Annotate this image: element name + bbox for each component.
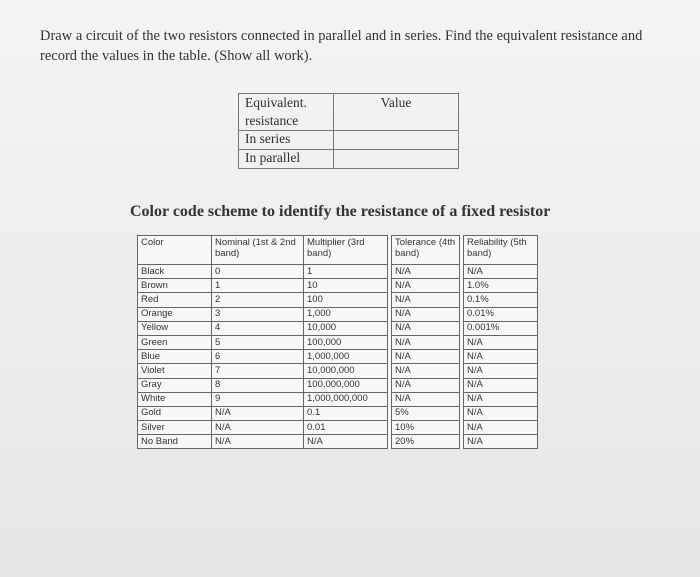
color-name-cell: Silver [138, 421, 212, 435]
header-reliability: Reliability (5th band) [464, 236, 538, 265]
multiplier-cell: 10 [304, 279, 388, 293]
header-multiplier: Multiplier (3rd band) [304, 236, 388, 265]
eq-table-header-row [239, 94, 459, 131]
table-row [138, 307, 538, 321]
tolerance-cell: N/A [392, 364, 460, 378]
nominal-cell: N/A [212, 406, 304, 420]
nominal-cell: N/A [212, 421, 304, 435]
multiplier-cell: 10,000 [304, 321, 388, 335]
color-name-cell: Black [138, 265, 212, 279]
tolerance-cell: N/A [392, 350, 460, 364]
header-color: Color [138, 236, 212, 265]
color-code-table [137, 235, 538, 449]
table-row [138, 364, 538, 378]
nominal-cell: 3 [212, 307, 304, 321]
color-name-cell: Green [138, 335, 212, 349]
multiplier-cell: 1 [304, 265, 388, 279]
reliability-cell: N/A [464, 265, 538, 279]
multiplier-cell: N/A [304, 435, 388, 449]
reliability-cell: 0.1% [464, 293, 538, 307]
tolerance-cell: N/A [392, 392, 460, 406]
table-row [138, 321, 538, 335]
instructions-text: Draw a circuit of the two resistors connected in parallel and in series. Find the equivalent resistance and record the values in the table. (Show all work). [40, 28, 643, 64]
tolerance-cell: N/A [392, 279, 460, 293]
reliability-cell: N/A [464, 335, 538, 349]
color-name-cell: White [138, 392, 212, 406]
color-name-cell: Brown [138, 279, 212, 293]
nominal-cell: 1 [212, 279, 304, 293]
reliability-cell: N/A [464, 378, 538, 392]
multiplier-cell: 0.1 [304, 406, 388, 420]
color-name-cell: Gold [138, 406, 212, 420]
nominal-cell: 0 [212, 265, 304, 279]
eq-row-series [239, 131, 459, 150]
multiplier-cell: 1,000,000 [304, 350, 388, 364]
reliability-cell: 1.0% [464, 279, 538, 293]
table-row [138, 279, 538, 293]
nominal-cell: 5 [212, 335, 304, 349]
multiplier-cell: 100 [304, 293, 388, 307]
multiplier-cell: 0.01 [304, 421, 388, 435]
reliability-cell: N/A [464, 406, 538, 420]
multiplier-cell: 10,000,000 [304, 364, 388, 378]
color-name-cell: Violet [138, 364, 212, 378]
tolerance-cell: N/A [392, 293, 460, 307]
multiplier-cell: 100,000,000 [304, 378, 388, 392]
table-row [138, 378, 538, 392]
color-name-cell: No Band [138, 435, 212, 449]
reliability-cell: 0.001% [464, 321, 538, 335]
nominal-cell: 7 [212, 364, 304, 378]
multiplier-cell: 100,000 [304, 335, 388, 349]
reliability-cell: N/A [464, 350, 538, 364]
nominal-cell: 2 [212, 293, 304, 307]
nominal-cell: 6 [212, 350, 304, 364]
tolerance-cell: N/A [392, 265, 460, 279]
tolerance-cell: N/A [392, 335, 460, 349]
nominal-cell: 4 [212, 321, 304, 335]
table-row [138, 421, 538, 435]
tolerance-cell: N/A [392, 307, 460, 321]
header-tolerance: Tolerance (4th band) [392, 236, 460, 265]
table-row [138, 265, 538, 279]
reliability-cell: N/A [464, 435, 538, 449]
tolerance-cell: N/A [392, 321, 460, 335]
multiplier-cell: 1,000 [304, 307, 388, 321]
color-name-cell: Blue [138, 350, 212, 364]
reliability-cell: N/A [464, 392, 538, 406]
table-row [138, 293, 538, 307]
table-row [138, 335, 538, 349]
tolerance-cell: N/A [392, 378, 460, 392]
nominal-cell: 9 [212, 392, 304, 406]
color-name-cell: Gray [138, 378, 212, 392]
tolerance-cell: 10% [392, 421, 460, 435]
tolerance-cell: 5% [392, 406, 460, 420]
equivalent-resistance-table [238, 93, 459, 169]
eq-value-cell [334, 150, 459, 169]
eq-header-equivalent: Equivalent. resistance [239, 94, 334, 131]
header-nominal: Nominal (1st & 2nd band) [212, 236, 304, 265]
multiplier-cell: 1,000,000,000 [304, 392, 388, 406]
table-row [138, 392, 538, 406]
color-code-title: Color code scheme to identify the resistance of a fixed resistor [130, 203, 551, 220]
nominal-cell: N/A [212, 435, 304, 449]
color-table-header-row [138, 236, 538, 265]
eq-row-parallel [239, 150, 459, 169]
reliability-cell: 0.01% [464, 307, 538, 321]
eq-row-label: In parallel [239, 150, 334, 169]
reliability-cell: N/A [464, 364, 538, 378]
eq-row-label: In series [239, 131, 334, 150]
color-name-cell: Red [138, 293, 212, 307]
reliability-cell: N/A [464, 421, 538, 435]
color-table-body [138, 265, 538, 449]
color-name-cell: Yellow [138, 321, 212, 335]
table-row [138, 435, 538, 449]
tolerance-cell: 20% [392, 435, 460, 449]
table-row [138, 406, 538, 420]
eq-header-value: Value [334, 94, 459, 131]
color-name-cell: Orange [138, 307, 212, 321]
eq-value-cell [334, 131, 459, 150]
table-row [138, 350, 538, 364]
nominal-cell: 8 [212, 378, 304, 392]
